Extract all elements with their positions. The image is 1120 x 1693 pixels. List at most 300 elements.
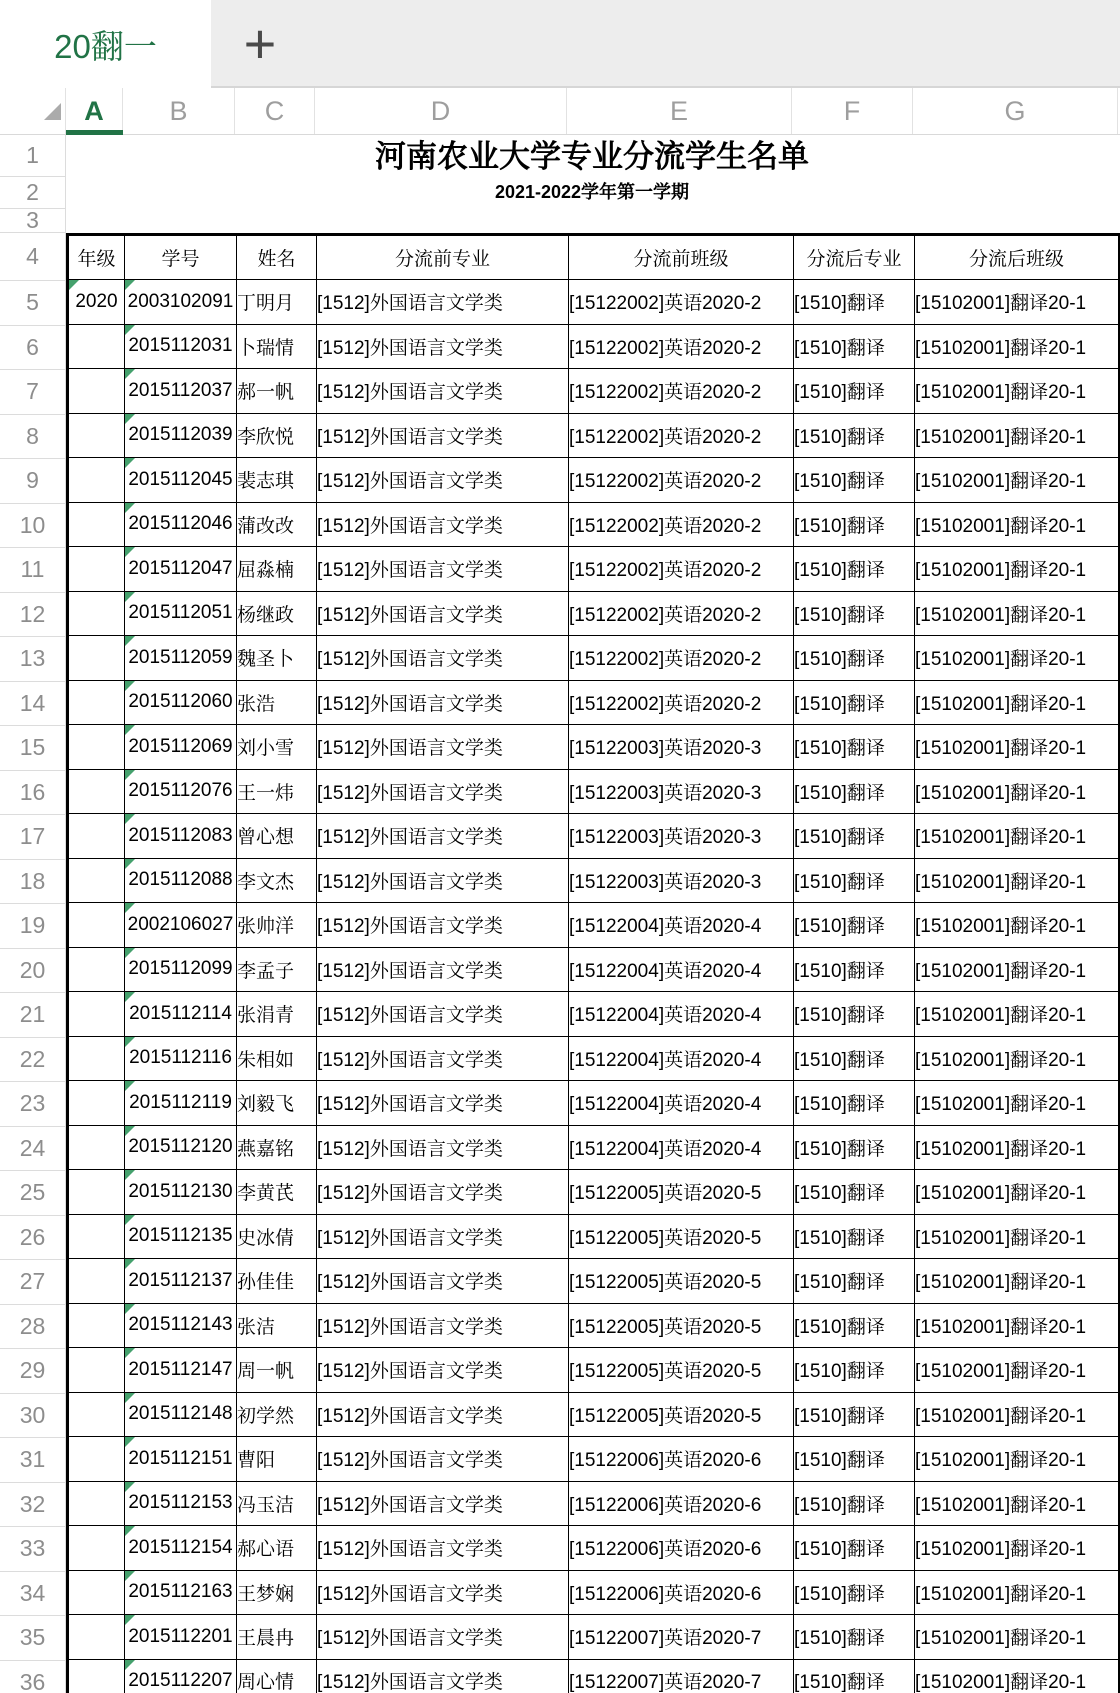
- cell-name[interactable]: 卜瑞情: [237, 324, 317, 369]
- cell-grade[interactable]: [68, 547, 125, 592]
- cell-grade[interactable]: [68, 1036, 125, 1081]
- row-number-19[interactable]: 19: [0, 904, 65, 949]
- cell-id[interactable]: 2015112151: [125, 1437, 237, 1482]
- cell-name[interactable]: 屈淼楠: [237, 547, 317, 592]
- cell-grade[interactable]: [68, 1392, 125, 1437]
- cell-id[interactable]: 2015112088: [125, 858, 237, 903]
- table-header-cell-4[interactable]: 分流前班级: [569, 235, 794, 280]
- stored-as-text-indicator-icon: [125, 1526, 135, 1536]
- cell-before_class[interactable]: [15122006]英语2020-6: [569, 1481, 794, 1526]
- cell-after_major[interactable]: [1510]翻译: [794, 636, 915, 681]
- cell-id[interactable]: 2015112130: [125, 1170, 237, 1215]
- cell-after_class[interactable]: [15102001]翻译20-1: [915, 1570, 1120, 1615]
- cell-id[interactable]: 2015112148: [125, 1392, 237, 1437]
- cell-id[interactable]: 2003102091: [125, 280, 237, 325]
- row-number-24[interactable]: 24: [0, 1127, 65, 1172]
- row-number-36[interactable]: 36: [0, 1661, 65, 1693]
- cell-before_major[interactable]: [1512]外国语言文学类: [317, 725, 569, 770]
- cell-before_major[interactable]: [1512]外国语言文学类: [317, 1214, 569, 1259]
- cell-after_major[interactable]: [1510]翻译: [794, 324, 915, 369]
- cell-id[interactable]: 2015112039: [125, 413, 237, 458]
- cell-grade[interactable]: [68, 1570, 125, 1615]
- cell-grade[interactable]: [68, 1348, 125, 1393]
- cell-after_class[interactable]: [15102001]翻译20-1: [915, 903, 1120, 948]
- cell-id[interactable]: 2015112116: [125, 1036, 237, 1081]
- sheet-title-cell[interactable]: 河南农业大学专业分流学生名单: [375, 139, 809, 174]
- cell-before_major[interactable]: [1512]外国语言文学类: [317, 324, 569, 369]
- cell-after_class[interactable]: [15102001]翻译20-1: [915, 1214, 1120, 1259]
- cell-before_major[interactable]: [1512]外国语言文学类: [317, 992, 569, 1037]
- cell-grade[interactable]: [68, 591, 125, 636]
- cell-after_major[interactable]: [1510]翻译: [794, 1392, 915, 1437]
- cell-before_major[interactable]: [1512]外国语言文学类: [317, 369, 569, 414]
- cell-before_major[interactable]: [1512]外国语言文学类: [317, 502, 569, 547]
- cell-after_major[interactable]: [1510]翻译: [794, 858, 915, 903]
- cell-after_class[interactable]: [15102001]翻译20-1: [915, 769, 1120, 814]
- select-all-corner[interactable]: [0, 88, 66, 134]
- cell-after_class[interactable]: [15102001]翻译20-1: [915, 1481, 1120, 1526]
- table-header-cell-1[interactable]: 学号: [125, 235, 237, 280]
- cell-before_major[interactable]: [1512]外国语言文学类: [317, 458, 569, 503]
- cell-before_class[interactable]: [15122004]英语2020-4: [569, 992, 794, 1037]
- row-number-17[interactable]: 17: [0, 815, 65, 860]
- cell-name[interactable]: 王晨冉: [237, 1615, 317, 1660]
- cell-before_class[interactable]: [15122003]英语2020-3: [569, 858, 794, 903]
- cell-id[interactable]: 2015112114: [125, 992, 237, 1037]
- cell-before_class[interactable]: [15122002]英语2020-2: [569, 413, 794, 458]
- cell-before_major[interactable]: [1512]外国语言文学类: [317, 947, 569, 992]
- cell-before_major[interactable]: [1512]外国语言文学类: [317, 1036, 569, 1081]
- row-number-11[interactable]: 11: [0, 548, 65, 593]
- cell-id[interactable]: 2015112051: [125, 591, 237, 636]
- row-number-1[interactable]: 1: [0, 135, 65, 177]
- sheet-subtitle-cell[interactable]: 2021-2022学年第一学期: [494, 182, 690, 202]
- sheet-tab-active[interactable]: [0, 0, 211, 88]
- cell-after_class[interactable]: [15102001]翻译20-1: [915, 858, 1120, 903]
- cell-before_major[interactable]: [1512]外国语言文学类: [317, 769, 569, 814]
- cell-grade[interactable]: [68, 1659, 125, 1693]
- cell-after_major[interactable]: [1510]翻译: [794, 1615, 915, 1660]
- row-number-30[interactable]: 30: [0, 1394, 65, 1439]
- cell-after_major[interactable]: [1510]翻译: [794, 458, 915, 503]
- cell-name[interactable]: 孙佳佳: [237, 1259, 317, 1304]
- cell-after_class[interactable]: [15102001]翻译20-1: [915, 1659, 1120, 1693]
- cell-after_major[interactable]: [1510]翻译: [794, 903, 915, 948]
- row-number-20[interactable]: 20: [0, 949, 65, 994]
- cell-after_class[interactable]: [15102001]翻译20-1: [915, 636, 1120, 681]
- cell-after_major[interactable]: [1510]翻译: [794, 1659, 915, 1693]
- cell-before_class[interactable]: [15122003]英语2020-3: [569, 725, 794, 770]
- cell-after_major[interactable]: [1510]翻译: [794, 502, 915, 547]
- cell-after_class[interactable]: [15102001]翻译20-1: [915, 1170, 1120, 1215]
- stored-as-text-indicator-icon: [125, 1437, 135, 1447]
- cell-after_class[interactable]: [15102001]翻译20-1: [915, 324, 1120, 369]
- row-number-28[interactable]: 28: [0, 1305, 65, 1350]
- cell-after_class[interactable]: [15102001]翻译20-1: [915, 947, 1120, 992]
- cell-before_class[interactable]: [15122005]英语2020-5: [569, 1214, 794, 1259]
- cell-after_major[interactable]: [1510]翻译: [794, 725, 915, 770]
- cell-after_class[interactable]: [15102001]翻译20-1: [915, 591, 1120, 636]
- cell-before_class[interactable]: [15122002]英语2020-2: [569, 636, 794, 681]
- cell-name[interactable]: 朱相如: [237, 1036, 317, 1081]
- cell-name[interactable]: 郝心语: [237, 1526, 317, 1571]
- cell-before_class[interactable]: [15122002]英语2020-2: [569, 591, 794, 636]
- cell-before_class[interactable]: [15122006]英语2020-6: [569, 1437, 794, 1482]
- cell-after_major[interactable]: [1510]翻译: [794, 1259, 915, 1304]
- cell-grade[interactable]: [68, 1481, 125, 1526]
- cell-name[interactable]: 杨继政: [237, 591, 317, 636]
- table-row: [68, 947, 1120, 992]
- row-number-16[interactable]: 16: [0, 771, 65, 816]
- cell-before_class[interactable]: [15122005]英语2020-5: [569, 1303, 794, 1348]
- column-header-c[interactable]: C: [235, 88, 315, 134]
- row-number-31[interactable]: 31: [0, 1438, 65, 1483]
- table-header-cell-5[interactable]: 分流后专业: [794, 235, 915, 280]
- cell-name[interactable]: 王梦娴: [237, 1570, 317, 1615]
- row-number-9[interactable]: 9: [0, 459, 65, 504]
- cell-grade[interactable]: [68, 369, 125, 414]
- cell-grade[interactable]: [68, 1437, 125, 1482]
- cell-after_major[interactable]: [1510]翻译: [794, 280, 915, 325]
- cell-after_class[interactable]: [15102001]翻译20-1: [915, 1615, 1120, 1660]
- cell-after_major[interactable]: [1510]翻译: [794, 1437, 915, 1482]
- cell-grade[interactable]: [68, 324, 125, 369]
- cell-after_major[interactable]: [1510]翻译: [794, 992, 915, 1037]
- cell-after_class[interactable]: [15102001]翻译20-1: [915, 1125, 1120, 1170]
- cell-after_major[interactable]: [1510]翻译: [794, 680, 915, 725]
- cell-before_major[interactable]: [1512]外国语言文学类: [317, 1303, 569, 1348]
- cell-after_major[interactable]: [1510]翻译: [794, 1303, 915, 1348]
- column-header-b[interactable]: B: [123, 88, 235, 134]
- cell-grade[interactable]: [68, 636, 125, 681]
- row-number-8[interactable]: 8: [0, 415, 65, 460]
- cell-after_major[interactable]: [1510]翻译: [794, 769, 915, 814]
- cell-before_major[interactable]: [1512]外国语言文学类: [317, 1125, 569, 1170]
- table-header-cell-2[interactable]: 姓名: [237, 235, 317, 280]
- cell-after_class[interactable]: [15102001]翻译20-1: [915, 814, 1120, 859]
- cell-after_major[interactable]: [1510]翻译: [794, 369, 915, 414]
- cell-before_major[interactable]: [1512]外国语言文学类: [317, 903, 569, 948]
- cell-grade[interactable]: [68, 502, 125, 547]
- cell-id[interactable]: 2015112031: [125, 324, 237, 369]
- cell-before_major[interactable]: [1512]外国语言文学类: [317, 1081, 569, 1126]
- cell-before_class[interactable]: [15122004]英语2020-4: [569, 903, 794, 948]
- stored-as-text-indicator-icon: [125, 1215, 135, 1225]
- cell-before_major[interactable]: [1512]外国语言文学类: [317, 413, 569, 458]
- cell-after_class[interactable]: [15102001]翻译20-1: [915, 1259, 1120, 1304]
- table-header-cell-3[interactable]: 分流前专业: [317, 235, 569, 280]
- cell-before_major[interactable]: [1512]外国语言文学类: [317, 280, 569, 325]
- table-row: [68, 1659, 1120, 1693]
- cell-after_class[interactable]: [15102001]翻译20-1: [915, 1081, 1120, 1126]
- row-number-5[interactable]: 5: [0, 281, 65, 326]
- cell-after_class[interactable]: [15102001]翻译20-1: [915, 502, 1120, 547]
- table-row: [68, 769, 1120, 814]
- cell-after_major[interactable]: [1510]翻译: [794, 1481, 915, 1526]
- cell-before_class[interactable]: [15122002]英语2020-2: [569, 458, 794, 503]
- row-number-15[interactable]: 15: [0, 726, 65, 771]
- cell-after_class[interactable]: [15102001]翻译20-1: [915, 1392, 1120, 1437]
- cell-name[interactable]: 史冰倩: [237, 1214, 317, 1259]
- cell-id[interactable]: 2015112047: [125, 547, 237, 592]
- cell-after_class[interactable]: [15102001]翻译20-1: [915, 725, 1120, 770]
- cell-before_class[interactable]: [15122002]英语2020-2: [569, 502, 794, 547]
- cell-name[interactable]: 郝一帆: [237, 369, 317, 414]
- cell-after_class[interactable]: [15102001]翻译20-1: [915, 413, 1120, 458]
- cell-before_class[interactable]: [15122003]英语2020-3: [569, 814, 794, 859]
- cell-name[interactable]: 张浩: [237, 680, 317, 725]
- cell-grade[interactable]: [68, 814, 125, 859]
- cell-grade[interactable]: [68, 1259, 125, 1304]
- cell-name[interactable]: 裴志琪: [237, 458, 317, 503]
- cell-before_class[interactable]: [15122002]英语2020-2: [569, 369, 794, 414]
- cell-after_class[interactable]: [15102001]翻译20-1: [915, 680, 1120, 725]
- row-number-25[interactable]: 25: [0, 1171, 65, 1216]
- cell-after_class[interactable]: [15102001]翻译20-1: [915, 1526, 1120, 1571]
- cell-after_major[interactable]: [1510]翻译: [794, 1036, 915, 1081]
- cell-before_class[interactable]: [15122002]英语2020-2: [569, 547, 794, 592]
- cell-id[interactable]: 2015112099: [125, 947, 237, 992]
- row-number-29[interactable]: 29: [0, 1349, 65, 1394]
- row-number-21[interactable]: 21: [0, 993, 65, 1038]
- table-row: [68, 636, 1120, 681]
- row-number-26[interactable]: 26: [0, 1216, 65, 1261]
- row-number-22[interactable]: 22: [0, 1038, 65, 1083]
- cell-grade[interactable]: [68, 458, 125, 503]
- stored-as-text-indicator-icon: [125, 636, 135, 646]
- cell-grade[interactable]: [68, 1214, 125, 1259]
- cell-after_class[interactable]: [15102001]翻译20-1: [915, 1303, 1120, 1348]
- cell-grade[interactable]: [68, 903, 125, 948]
- cell-id[interactable]: 2015112069: [125, 725, 237, 770]
- cell-id[interactable]: 2015112045: [125, 458, 237, 503]
- cell-after_class[interactable]: [15102001]翻译20-1: [915, 458, 1120, 503]
- row-number-32[interactable]: 32: [0, 1483, 65, 1528]
- stored-as-text-indicator-icon: [125, 1170, 135, 1180]
- cell-before_major[interactable]: [1512]外国语言文学类: [317, 591, 569, 636]
- cell-grade[interactable]: 2020: [68, 280, 125, 325]
- cell-id[interactable]: 2015112037: [125, 369, 237, 414]
- cell-before_major[interactable]: [1512]外国语言文学类: [317, 1348, 569, 1393]
- cell-grade[interactable]: [68, 858, 125, 903]
- stored-as-text-indicator-icon: [125, 859, 135, 869]
- cell-before_class[interactable]: [15122007]英语2020-7: [569, 1615, 794, 1660]
- cell-name[interactable]: 冯玉洁: [237, 1481, 317, 1526]
- cell-after_major[interactable]: [1510]翻译: [794, 547, 915, 592]
- cell-grade[interactable]: [68, 1170, 125, 1215]
- cell-after_major[interactable]: [1510]翻译: [794, 413, 915, 458]
- cell-name[interactable]: 李欣悦: [237, 413, 317, 458]
- cell-id[interactable]: 2015112046: [125, 502, 237, 547]
- cell-before_class[interactable]: [15122006]英语2020-6: [569, 1570, 794, 1615]
- row-number-35[interactable]: 35: [0, 1616, 65, 1661]
- cell-before_major[interactable]: [1512]外国语言文学类: [317, 858, 569, 903]
- cell-name[interactable]: 李黄芪: [237, 1170, 317, 1215]
- table-row: [68, 1081, 1120, 1126]
- cell-before_class[interactable]: [15122004]英语2020-4: [569, 947, 794, 992]
- row-number-33[interactable]: 33: [0, 1527, 65, 1572]
- cell-after_class[interactable]: [15102001]翻译20-1: [915, 1437, 1120, 1482]
- cell-before_major[interactable]: [1512]外国语言文学类: [317, 680, 569, 725]
- row-number-27[interactable]: 27: [0, 1260, 65, 1305]
- column-header-d[interactable]: D: [315, 88, 567, 134]
- row-number-12[interactable]: 12: [0, 593, 65, 638]
- cell-id[interactable]: 2002106027: [125, 903, 237, 948]
- cell-id[interactable]: 2015112143: [125, 1303, 237, 1348]
- cell-before_major[interactable]: [1512]外国语言文学类: [317, 1259, 569, 1304]
- cell-before_major[interactable]: [1512]外国语言文学类: [317, 547, 569, 592]
- table-row: [68, 458, 1120, 503]
- cell-name[interactable]: 张涓青: [237, 992, 317, 1037]
- cell-after_major[interactable]: [1510]翻译: [794, 1170, 915, 1215]
- cell-grade[interactable]: [68, 725, 125, 770]
- cell-after_major[interactable]: [1510]翻译: [794, 1526, 915, 1571]
- cell-after_class[interactable]: [15102001]翻译20-1: [915, 369, 1120, 414]
- cell-id[interactable]: 2015112207: [125, 1659, 237, 1693]
- cell-id[interactable]: 2015112135: [125, 1214, 237, 1259]
- column-header-e[interactable]: E: [567, 88, 792, 134]
- cell-before_major[interactable]: [1512]外国语言文学类: [317, 1615, 569, 1660]
- cell-grade[interactable]: [68, 680, 125, 725]
- cell-after_major[interactable]: [1510]翻译: [794, 1348, 915, 1393]
- cell-name[interactable]: 张洁: [237, 1303, 317, 1348]
- cell-grade[interactable]: [68, 992, 125, 1037]
- row-number-2[interactable]: 2: [0, 177, 65, 209]
- column-header-g[interactable]: G: [913, 88, 1118, 134]
- row-number-34[interactable]: 34: [0, 1572, 65, 1617]
- cell-before_class[interactable]: [15122005]英语2020-5: [569, 1259, 794, 1304]
- cell-grade[interactable]: [68, 1615, 125, 1660]
- cell-after_class[interactable]: [15102001]翻译20-1: [915, 992, 1120, 1037]
- cell-name[interactable]: 张帅洋: [237, 903, 317, 948]
- row-number-3[interactable]: 3: [0, 209, 65, 233]
- cell-before_major[interactable]: [1512]外国语言文学类: [317, 1481, 569, 1526]
- cell-id[interactable]: 2015112201: [125, 1615, 237, 1660]
- cell-after_major[interactable]: [1510]翻译: [794, 591, 915, 636]
- add-sheet-button[interactable]: [228, 0, 292, 86]
- cell-before_class[interactable]: [15122002]英语2020-2: [569, 680, 794, 725]
- table-row: [68, 502, 1120, 547]
- row-number-6[interactable]: 6: [0, 326, 65, 371]
- cell-id[interactable]: 2015112153: [125, 1481, 237, 1526]
- cell-before_major[interactable]: [1512]外国语言文学类: [317, 814, 569, 859]
- cell-id[interactable]: 2015112147: [125, 1348, 237, 1393]
- cell-before_class[interactable]: [15122005]英语2020-5: [569, 1348, 794, 1393]
- cell-name[interactable]: 刘小雪: [237, 725, 317, 770]
- column-header-f[interactable]: F: [792, 88, 913, 134]
- cell-after_major[interactable]: [1510]翻译: [794, 1081, 915, 1126]
- cell-before_major[interactable]: [1512]外国语言文学类: [317, 1659, 569, 1693]
- cell-id[interactable]: 2015112059: [125, 636, 237, 681]
- cell-id[interactable]: 2015112163: [125, 1570, 237, 1615]
- cell-after_class[interactable]: [15102001]翻译20-1: [915, 1348, 1120, 1393]
- cell-after_class[interactable]: [15102001]翻译20-1: [915, 547, 1120, 592]
- cell-before_class[interactable]: [15122005]英语2020-5: [569, 1392, 794, 1437]
- cell-name[interactable]: 曹阳: [237, 1437, 317, 1482]
- cell-after_major[interactable]: [1510]翻译: [794, 1125, 915, 1170]
- cell-name[interactable]: 燕嘉铭: [237, 1125, 317, 1170]
- stored-as-text-indicator-icon: [125, 1615, 135, 1625]
- row-number-18[interactable]: 18: [0, 860, 65, 905]
- cell-after_major[interactable]: [1510]翻译: [794, 947, 915, 992]
- cell-after_major[interactable]: [1510]翻译: [794, 1570, 915, 1615]
- cell-grade[interactable]: [68, 1526, 125, 1571]
- row-number-7[interactable]: 7: [0, 370, 65, 415]
- row-number-14[interactable]: 14: [0, 682, 65, 727]
- cell-before_major[interactable]: [1512]外国语言文学类: [317, 1392, 569, 1437]
- cell-name[interactable]: 刘毅飞: [237, 1081, 317, 1126]
- cell-after_class[interactable]: [15102001]翻译20-1: [915, 280, 1120, 325]
- cell-id[interactable]: 2015112119: [125, 1081, 237, 1126]
- cell-grade[interactable]: [68, 1125, 125, 1170]
- cell-before_major[interactable]: [1512]外国语言文学类: [317, 1570, 569, 1615]
- cell-after_class[interactable]: [15102001]翻译20-1: [915, 1036, 1120, 1081]
- table-row: [68, 1615, 1120, 1660]
- cell-id[interactable]: 2015112083: [125, 814, 237, 859]
- cell-id[interactable]: 2015112060: [125, 680, 237, 725]
- stored-as-text-indicator-icon: [125, 1393, 135, 1403]
- stored-as-text-indicator-icon: [125, 725, 135, 735]
- cell-grade[interactable]: [68, 947, 125, 992]
- row-number-23[interactable]: 23: [0, 1082, 65, 1127]
- cell-before_major[interactable]: [1512]外国语言文学类: [317, 1170, 569, 1215]
- cell-name[interactable]: 周心情: [237, 1659, 317, 1693]
- row-number-10[interactable]: 10: [0, 504, 65, 549]
- cell-before_class[interactable]: [15122003]英语2020-3: [569, 769, 794, 814]
- cell-before_class[interactable]: [15122007]英语2020-7: [569, 1659, 794, 1693]
- cell-before_class[interactable]: [15122004]英语2020-4: [569, 1081, 794, 1126]
- row-number-13[interactable]: 13: [0, 637, 65, 682]
- cell-grade[interactable]: [68, 413, 125, 458]
- table-row: [68, 1392, 1120, 1437]
- cell-id[interactable]: 2015112120: [125, 1125, 237, 1170]
- column-header-a[interactable]: A: [66, 88, 123, 134]
- cell-id[interactable]: 2015112137: [125, 1259, 237, 1304]
- cell-before_major[interactable]: [1512]外国语言文学类: [317, 636, 569, 681]
- cell-id[interactable]: 2015112076: [125, 769, 237, 814]
- stored-as-text-indicator-icon: [125, 1259, 135, 1269]
- cell-before_class[interactable]: [15122002]英语2020-2: [569, 280, 794, 325]
- cell-name[interactable]: 李孟子: [237, 947, 317, 992]
- cell-before_class[interactable]: [15122002]英语2020-2: [569, 324, 794, 369]
- cell-name[interactable]: 王一炜: [237, 769, 317, 814]
- table-header-cell-0[interactable]: 年级: [68, 235, 125, 280]
- cell-name[interactable]: 蒲改改: [237, 502, 317, 547]
- cell-grade[interactable]: [68, 769, 125, 814]
- cell-name[interactable]: 初学然: [237, 1392, 317, 1437]
- cell-name[interactable]: 李文杰: [237, 858, 317, 903]
- cell-after_major[interactable]: [1510]翻译: [794, 1214, 915, 1259]
- cell-name[interactable]: 魏圣卜: [237, 636, 317, 681]
- cell-name[interactable]: 丁明月: [237, 280, 317, 325]
- cell-after_major[interactable]: [1510]翻译: [794, 814, 915, 859]
- cell-name[interactable]: 周一帆: [237, 1348, 317, 1393]
- cell-before_class[interactable]: [15122004]英语2020-4: [569, 1036, 794, 1081]
- cell-name[interactable]: 曾心想: [237, 814, 317, 859]
- cell-before_major[interactable]: [1512]外国语言文学类: [317, 1437, 569, 1482]
- cell-before_major[interactable]: [1512]外国语言文学类: [317, 1526, 569, 1571]
- cell-before_class[interactable]: [15122005]英语2020-5: [569, 1170, 794, 1215]
- stored-as-text-indicator-icon: [125, 1081, 135, 1091]
- cell-grade[interactable]: [68, 1303, 125, 1348]
- stored-as-text-indicator-icon: [125, 814, 135, 824]
- cell-id[interactable]: 2015112154: [125, 1526, 237, 1571]
- cell-before_class[interactable]: [15122006]英语2020-6: [569, 1526, 794, 1571]
- row-number-4[interactable]: 4: [0, 233, 65, 281]
- table-header-cell-6[interactable]: 分流后班级: [915, 235, 1120, 280]
- cell-before_class[interactable]: [15122004]英语2020-4: [569, 1125, 794, 1170]
- cell-grade[interactable]: [68, 1081, 125, 1126]
